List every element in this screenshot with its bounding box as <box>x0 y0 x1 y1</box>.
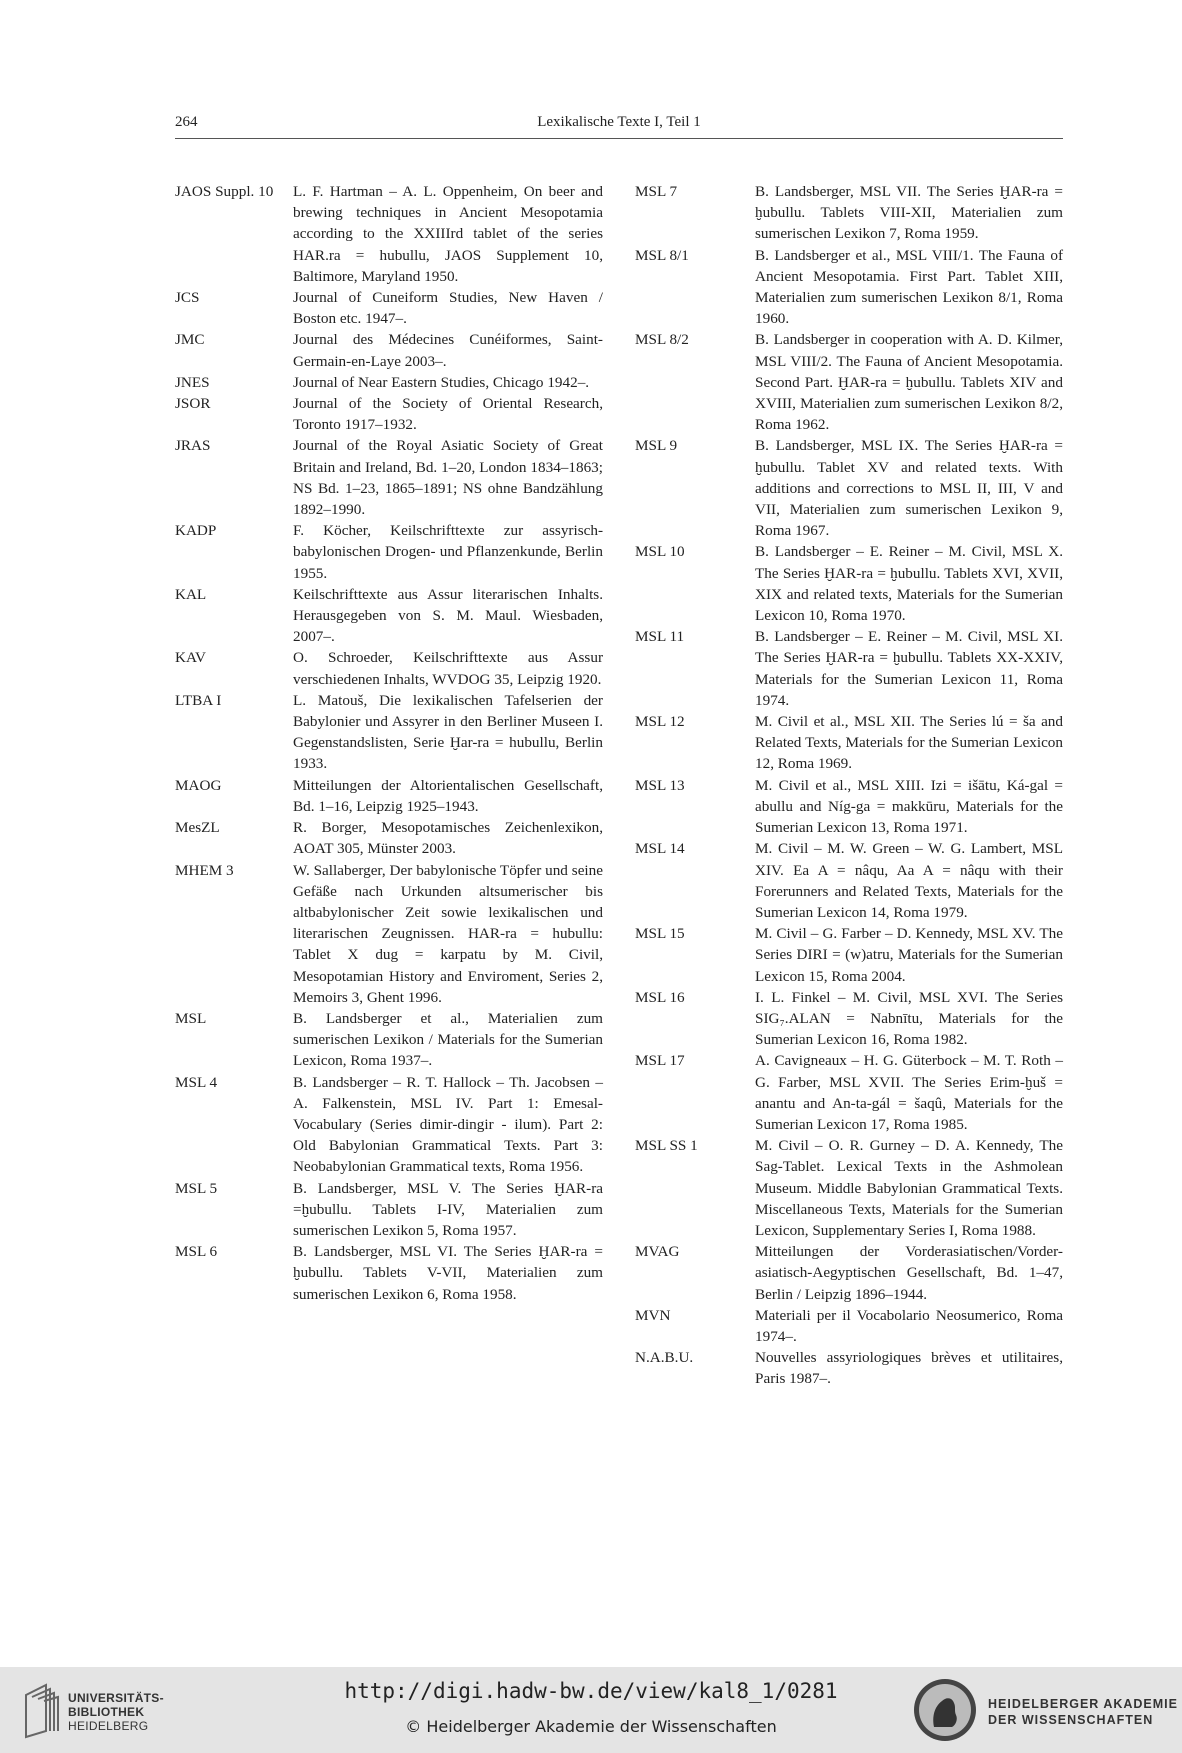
bibliography-entry <box>635 711 1063 775</box>
bibliography-entry <box>175 520 603 584</box>
page-header <box>175 112 1063 139</box>
bibliography-entry <box>635 541 1063 626</box>
bibliography-entry <box>175 372 603 393</box>
entry-abbreviation: JSOR <box>175 395 211 413</box>
bibliography-entry <box>635 245 1063 330</box>
bibliography-entry <box>635 329 1063 435</box>
entry-abbreviation: MAOG <box>175 776 222 794</box>
entry-abbreviation: JCS <box>175 289 200 307</box>
academy-name-line2: DER WISSENSCHAFTEN <box>988 1713 1154 1727</box>
entry-description: Nouvelles assyriologiques brèves et utilitaires, Paris 1987–. <box>755 1349 1063 1388</box>
entry-description: Keilschrifttexte aus Assur literarischen Inhalts. Herausgegeben von S. M. Maul. Wiesbaden, 2007–. <box>293 585 603 646</box>
bibliography-entry <box>635 923 1063 987</box>
bibliography-entry <box>635 626 1063 711</box>
bibliography-entry <box>175 584 603 648</box>
entry-abbreviation: JRAS <box>175 437 211 455</box>
bibliography-entry <box>175 1072 603 1178</box>
bibliography-entry <box>175 181 603 287</box>
entry-description: B. Landsberger et al., Materialien zum sumerischen Lexikon / Materials for the Sumerian Lexicon, Roma 1937–. <box>293 1009 603 1070</box>
entry-description: M. Civil et al., MSL XII. The Series lú = ša and Related Texts, Materials for the Sumerian Lexicon 12, Roma 1969. <box>755 713 1063 773</box>
entry-abbreviation: JAOS Suppl. 10 <box>175 183 274 200</box>
entry-description: A. Cavigneaux – H. G. Güterbock – M. T. Roth – G. Farber, MSL XVII. The Series Erim-ḫuš = anantu and An-ta-gál = šaqû, Materials for the Sumerian Lexicon 17, Roma 1985. <box>755 1052 1063 1133</box>
entry-abbreviation: MSL <box>175 1009 207 1027</box>
entry-description: M. Civil – G. Farber – D. Kennedy, MSL XV. The Series DIRI = (w)atru, Materials for the Sumerian Lexicon 15, Roma 2004. <box>755 925 1063 985</box>
entry-abbreviation: MSL 7 <box>635 183 678 200</box>
entry-abbreviation: MSL 9 <box>635 437 678 455</box>
entry-description: Journal des Médecines Cunéiformes, Saint-Germain-en-Laye 2003–. <box>293 331 603 370</box>
bibliography-entry <box>635 1135 1063 1241</box>
entry-abbreviation: MSL 4 <box>175 1073 218 1091</box>
entry-description: Journal of the Society of Oriental Research, Toronto 1917–1932. <box>293 395 603 434</box>
bibliography-entry <box>175 393 603 435</box>
entry-abbreviation: MSL 15 <box>635 925 685 943</box>
entry-description: Materiali per il Vocabolario Neosumerico, Roma 1974–. <box>755 1306 1063 1345</box>
bibliography-entry <box>175 860 603 1008</box>
library-name-line2: BIBLIOTHEK <box>68 1705 145 1719</box>
bibliography-entry <box>175 329 603 371</box>
library-name-line3: HEIDELBERG <box>68 1719 149 1733</box>
entry-abbreviation: MSL 6 <box>175 1243 218 1261</box>
entry-description: B. Landsberger – R. T. Hallock – Th. Jacobsen – A. Falkenstein, MSL IV. Part 1: Emesal-Vocabulary (Series dimir-dingir - ilum). Part 2: Old Babylonian Grammatical Texts. Part 3: Neobabylonian Grammatical texts, Roma 1956. <box>293 1073 603 1176</box>
entry-description: Mitteilungen der Altorientalischen Gesellschaft, Bd. 1–16, Leipzig 1925–1943. <box>293 776 603 815</box>
page-number: 264 <box>175 114 198 130</box>
bibliography-entry <box>635 1347 1063 1389</box>
running-title: Lexikalische Texte I, Teil 1 <box>537 114 701 130</box>
academy-name-line1: HEIDELBERGER AKADEMIE <box>988 1697 1178 1711</box>
entry-abbreviation: MSL 5 <box>175 1179 218 1197</box>
bibliography-entry <box>635 775 1063 839</box>
entry-abbreviation: MSL 12 <box>635 713 685 731</box>
entry-description: Mitteilungen der Vorderasiatischen/Vorder-asiatisch-Aegyptischen Gesellschaft, Bd. 1–47, Berlin / Leipzig 1896–1944. <box>755 1243 1063 1303</box>
entry-abbreviation: MesZL <box>175 819 220 837</box>
bibliography-entry <box>635 1050 1063 1135</box>
academy-seal-icon <box>912 1677 978 1743</box>
copyright-notice: © Heidelberger Akademie der Wissenschaften <box>405 1717 777 1736</box>
bibliography-entry <box>175 1178 603 1242</box>
bibliography-entry <box>175 817 603 859</box>
bibliography-entry <box>635 1241 1063 1305</box>
entry-description: B. Landsberger, MSL VII. The Series ḪAR-ra = ḫubullu. Tablets VIII-XII, Materialien zum sumerischen Lexikon 7, Roma 1959. <box>755 183 1063 243</box>
entry-abbreviation: KAV <box>175 649 206 667</box>
bibliography-entry <box>635 435 1063 541</box>
entry-abbreviation: KADP <box>175 522 217 540</box>
entry-description: B. Landsberger – E. Reiner – M. Civil, MSL XI. The Series ḪAR-ra = ḫubullu. Tablets XX-XXIV, Materials for the Sumerian Lexicon 11, Roma 1974. <box>755 628 1063 709</box>
entry-abbreviation: MSL 16 <box>635 988 685 1006</box>
entry-description: B. Landsberger et al., MSL VIII/1. The Fauna of Ancient Mesopotamia. First Part. Tablet XIII, Materialien zum sumerischen Lexikon 8/1, Roma 1960. <box>755 246 1063 328</box>
entry-description: M. Civil – O. R. Gurney – D. A. Kennedy, The Sag-Tablet. Lexical Texts in the Ashmolean Museum. Middle Babylonian Grammatical Texts. Miscellaneous Texts, Materials for the Sumerian Lexicon, Supplementary Series I, Roma 1988. <box>755 1137 1063 1239</box>
entry-description: I. L. Finkel – M. Civil, MSL XVI. The Series SIG₇.ALAN = Nabnītu, Materials for the Sumerian Lexicon 16, Roma 1982. <box>755 988 1063 1049</box>
entry-description: R. Borger, Mesopotamisches Zeichenlexikon, AOAT 305, Münster 2003. <box>293 819 603 858</box>
entry-abbreviation: JMC <box>175 331 205 349</box>
entry-description: L. F. Hartman – A. L. Oppenheim, On beer and brewing techniques in Ancient Mesopotamia according to the XXIIIrd tablet of the series HAR.ra = hubullu, JAOS Supplement 10, Baltimore, Maryland 1950. <box>293 183 603 285</box>
entry-abbreviation: MSL 13 <box>635 776 685 794</box>
entry-abbreviation: MVAG <box>635 1243 680 1261</box>
entry-abbreviation: MSL 8/1 <box>635 246 689 264</box>
entry-description: M. Civil – M. W. Green – W. G. Lambert, MSL XIV. Ea A = nâqu, Aa A = nâqu with their Forerunners and Related Texts, Materials for the Sumerian Lexicon 14, Roma 1979. <box>755 840 1063 921</box>
entry-abbreviation: MHEM 3 <box>175 861 234 879</box>
entry-abbreviation: JNES <box>175 373 210 391</box>
bibliography-entry <box>175 775 603 817</box>
entry-abbreviation: MSL 14 <box>635 840 685 858</box>
entry-description: Journal of the Royal Asiatic Society of Great Britain and Ireland, Bd. 1–20, London 1834–1863; NS Bd. 1–23, 1865–1891; NS ohne Bandzählung 1892–1990. <box>293 437 603 519</box>
entry-abbreviation: MSL 8/2 <box>635 331 689 349</box>
entry-description: Journal of Cuneiform Studies, New Haven / Boston etc. 1947–. <box>293 289 603 328</box>
bibliography-entry <box>635 987 1063 1051</box>
source-url-link[interactable]: http://digi.hadw-bw.de/view/kal8_1/0281 <box>344 1679 838 1703</box>
bibliography-entry <box>175 1241 603 1305</box>
entry-abbreviation: MSL SS 1 <box>635 1137 698 1155</box>
entry-description: Journal of Near Eastern Studies, Chicago 1942–. <box>293 373 590 391</box>
bibliography-entry <box>635 1305 1063 1347</box>
bibliography-entry <box>175 690 603 775</box>
bibliography-entry <box>635 838 1063 923</box>
entry-description: B. Landsberger, MSL V. The Series ḪAR-ra =ḫubullu. Tablets I-IV, Materialien zum sumerischen Lexikon 5, Roma 1957. <box>293 1179 603 1239</box>
entry-abbreviation: N.A.B.U. <box>635 1349 694 1367</box>
entry-description: F. Köcher, Keilschrifttexte zur assyrisch-babylonischen Drogen- und Pflanzenkunde, Berlin 1955. <box>293 522 603 582</box>
entry-description: L. Matouš, Die lexikalischen Tafelserien der Babylonier und Assyrer in den Berliner Museen I. Gegenstandslisten, Serie Ḫar-ra = hubullu, Berlin 1933. <box>293 691 603 773</box>
bibliography-entry <box>175 1008 603 1072</box>
entry-description: B. Landsberger, MSL VI. The Series ḪAR-ra = ḫubullu. Tablets V-VII, Materialien zum sumerischen Lexikon 6, Roma 1958. <box>293 1243 603 1303</box>
entry-abbreviation: MSL 11 <box>635 628 685 646</box>
bibliography-entry <box>635 181 1063 245</box>
library-name-line1: UNIVERSITÄTS- <box>68 1691 164 1705</box>
bibliography-column-left <box>175 181 603 1305</box>
entry-abbreviation: MSL 17 <box>635 1052 685 1070</box>
bibliography-entry <box>175 287 603 329</box>
bibliography-column-right <box>635 181 1063 1390</box>
entry-abbreviation: MVN <box>635 1306 671 1324</box>
academy-name <box>988 1696 1178 1728</box>
entry-abbreviation: KAL <box>175 585 207 603</box>
bibliography-entry <box>175 435 603 520</box>
entry-description: M. Civil et al., MSL XIII. Izi = išātu, Ká-gal = abullu and Níg-ga = makkūru, Materials for the Sumerian Lexicon 13, Roma 1971. <box>755 776 1063 837</box>
bibliography-entry <box>175 647 603 689</box>
entry-description: B. Landsberger, MSL IX. The Series ḪAR-ra = ḫubullu. Tablet XV and related texts. With additions and corrections to MSL II, III, V and VII, Materialien zum sumerischen Lexikon 9, Roma 1967. <box>755 437 1063 540</box>
entry-description: B. Landsberger in cooperation with A. D. Kilmer, MSL VIII/2. The Fauna of Ancient Mesopotamia. Second Part. ḪAR-ra = ḫubullu. Tablets XIV and XVIII, Materialien zum sumerischen Lexikon 8/2, Roma 1962. <box>755 331 1063 434</box>
entry-description: O. Schroeder, Keilschrifttexte aus Assur verschiedenen Inhalts, WVDOG 35, Leipzig 1920. <box>293 649 603 688</box>
entry-description: B. Landsberger – E. Reiner – M. Civil, MSL X. The Series ḪAR-ra = ḫubullu. Tablets XVI, XVII, XIX and related texts, Materials for the Sumerian Lexicon 10, Roma 1970. <box>755 543 1063 625</box>
entry-description: W. Sallaberger, Der babylonische Töpfer und seine Gefäße nach Urkunden altsumerischer bis altbabylonischer Zeit sowie lexikalischen und literarischen Zeugnissen. HAR-ra = hubullu: Tablet X dug = karpatu by M. Civil, Mesopotamian History and Enviroment, Series 2, Memoirs 3, Ghent 1996. <box>293 861 603 1006</box>
entry-abbreviation: MSL 10 <box>635 543 685 561</box>
entry-abbreviation: LTBA I <box>175 691 222 709</box>
footer-bar <box>0 1667 1182 1753</box>
